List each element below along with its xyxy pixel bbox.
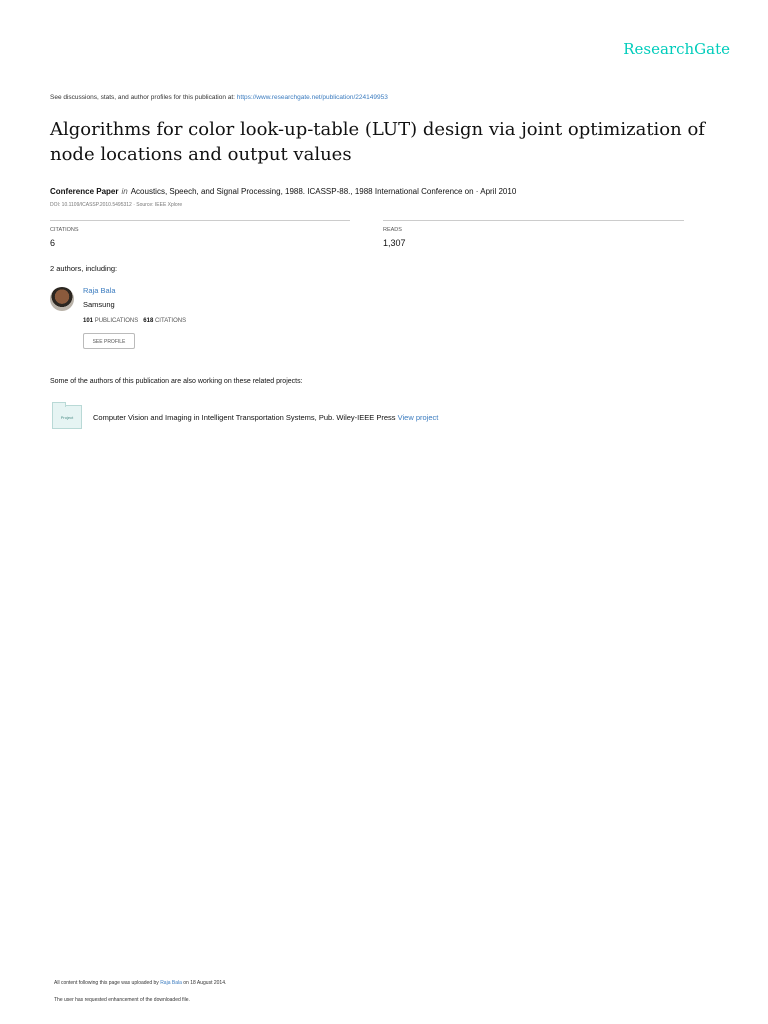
upload-note bbox=[54, 980, 226, 986]
reads-label: READS bbox=[383, 227, 402, 233]
reads-value: 1,307 bbox=[383, 238, 406, 248]
upload-suffix: on 18 August 2014. bbox=[181, 980, 227, 986]
discussion-text: See discussions, stats, and author profiles for this publication at: bbox=[50, 94, 237, 101]
enhancement-note: The user has requested enhancement of the downloaded file. bbox=[54, 997, 190, 1003]
doi-line: DOI: 10.1109/ICASSP.2010.5495312 · Source: IEEE Xplore bbox=[50, 202, 183, 208]
author-name-link[interactable]: Raja Bala bbox=[83, 286, 116, 295]
related-project bbox=[93, 413, 438, 422]
researchgate-logo[interactable]: ResearchGate bbox=[623, 40, 730, 58]
discussion-line bbox=[50, 94, 388, 101]
project-folder-icon bbox=[52, 405, 82, 429]
author-stats bbox=[83, 318, 186, 324]
citations-value: 6 bbox=[50, 238, 56, 248]
publication-type: Conference Paper bbox=[50, 187, 119, 196]
author-citations-label: CITATIONS bbox=[154, 318, 187, 324]
author-institution: Samsung bbox=[83, 300, 115, 309]
paper-title: Algorithms for color look-up-table (LUT) design via joint optimization of node locations and output values bbox=[50, 119, 705, 165]
project-icon-label: Project bbox=[60, 415, 74, 420]
publications-label: PUBLICATIONS bbox=[94, 318, 139, 324]
publication-url-link[interactable]: https://www.researchgate.net/publication/224149953 bbox=[236, 94, 388, 101]
see-profile-button[interactable]: SEE PROFILE bbox=[83, 333, 135, 349]
publication-info bbox=[50, 187, 516, 196]
related-projects-heading: Some of the authors of this publication are also working on these related projects: bbox=[50, 378, 303, 385]
reads-divider bbox=[383, 220, 684, 221]
view-project-link[interactable]: View project bbox=[397, 413, 439, 422]
author-avatar[interactable] bbox=[50, 287, 74, 311]
upload-prefix: All content following this page was uploaded by bbox=[54, 980, 161, 986]
author-citations-count: 618 bbox=[143, 318, 154, 324]
publications-count: 101 bbox=[83, 318, 94, 324]
publication-venue: Acoustics, Speech, and Signal Processing, 1988. ICASSP-88., 1988 International Conference on · April 2010 bbox=[130, 187, 517, 196]
in-label: in bbox=[121, 187, 128, 196]
uploader-link[interactable]: Raja Bala bbox=[160, 980, 182, 986]
citations-label: CITATIONS bbox=[50, 227, 79, 233]
citations-divider bbox=[50, 220, 350, 221]
authors-heading: 2 authors, including: bbox=[50, 264, 118, 273]
project-title: Computer Vision and Imaging in Intelligent Transportation Systems, Pub. Wiley-IEEE Press bbox=[93, 413, 396, 422]
